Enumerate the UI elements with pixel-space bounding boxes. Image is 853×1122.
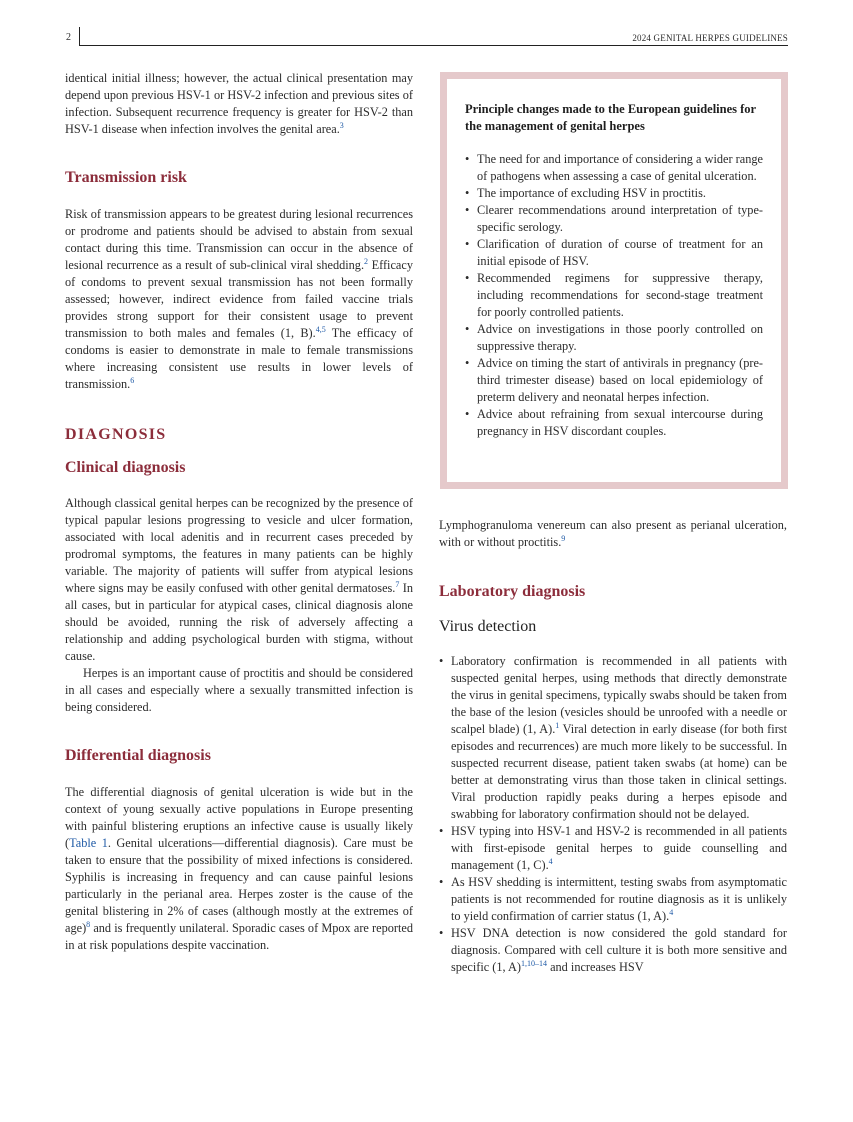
virus-detection-list	[439, 653, 787, 976]
list-item: • As HSV shedding is intermittent, testing swabs from asymptomatic patients is not recommended for routine diagnosis as it is unlikely to yield confirmation of carrier status (1, A).$^4$	[439, 874, 787, 925]
diagnosis-heading: DIAGNOSIS	[65, 426, 167, 443]
transmission-heading: Transmission risk	[65, 169, 187, 186]
virus-detection-heading: Virus detection	[439, 618, 537, 635]
principle-changes-box	[440, 72, 788, 489]
citation[interactable]: 1,10–14	[521, 958, 547, 968]
list-item: • Laboratory confirmation is recommended in all patients with suspected genital herpes, using methods that directly demonstrate the virus in genital specimens, typically swabs should be taken from the base of the lesion (vesicles should be unroofed with a needle or scalpel blade) (1, A).$^1$ Viral detection in early disease (for both first episodes and recurrences) are much more likely to be successful. In suspected recurrent disease, patient taken swabs (at home) can be better at demonstrating virus than those taken in clinical settings. Viral production rapidly peaks during a herpes episode and swabbing for laboratory confirmation should not be delayed.	[439, 653, 787, 823]
running-title: 2024 GENITAL HERPES GUIDELINES	[632, 33, 788, 43]
citation[interactable]: 4,5	[315, 324, 326, 334]
intro-paragraph: identical initial illness; however, the actual clinical presentation may depend upon previous HSV-1 or HSV-2 infection and previous sites of infection. Subsequent recurrence frequency is greater for HSV-2 than HSV-1 disease when infection involves the genital area.$^3$	[65, 71, 413, 136]
clinical-paragraph: Although classical genital herpes can be recognized by the presence of typical papular lesions progressing to vesicle and ulcer formation, associated with local adenitis and in recurrent cases preceded by prodromal symptoms, the features in many patients can be highly variable. The majority of patients will suffer from atypical lesions where signs may be easily confused with other genital dermatoses.$^7$ In all cases, but in particular for atypical cases, clinical diagnosis alone should be avoided, running the risk of adversely affecting a relationship and adding psychological burden with stigma, without cause.	[65, 496, 413, 663]
list-item: • Recommended regimens for suppressive therapy, including recommendations for second-stage treatment for poorly controlled patients.	[465, 270, 763, 321]
proctitis-paragraph: Herpes is an important cause of proctitis and should be considered in all cases and especially where a sexually transmitted infection is being considered.	[65, 666, 413, 714]
citation[interactable]: 7	[395, 579, 400, 589]
clinical-diagnosis-heading: Clinical diagnosis	[65, 459, 186, 476]
citation[interactable]: 1	[555, 720, 560, 730]
citation[interactable]: 2	[364, 256, 369, 266]
header-rule	[79, 45, 788, 46]
citation[interactable]: 9	[561, 533, 566, 543]
differential-paragraph: The differential diagnosis of genital ulceration is wide but in the context of young sexually active populations in Europe presenting with painful blistering eruptions an infective cause is usually likely (Table 1. Genital ulcerations—differential diagnosis). Care must be taken to ensure that the possibility of mixed infections is considered. Syphilis is increasing in frequency and can cause painful lesions particularly in the perianal area. Herpes zoster is the cause of the genital blistering in 2% of cases (although mostly at the extremes of age)$^8$ and is frequently unilateral. Sporadic cases of Mpox are reported in at risk populations despite vaccination.	[65, 785, 414, 952]
page-number: 2	[66, 32, 71, 43]
lgv-paragraph: Lymphogranuloma venereum can also present as perianal ulceration, with or without proctitis.$^9$	[439, 518, 787, 549]
list-item: • Advice about refraining from sexual intercourse during pregnancy in HSV discordant couples.	[465, 406, 763, 440]
box-title: Principle changes made to the European guidelines for the management of genital herpes	[465, 102, 756, 133]
header-divider	[79, 27, 80, 45]
laboratory-diagnosis-heading: Laboratory diagnosis	[439, 583, 586, 600]
list-item: • Advice on timing the start of antivirals in pregnancy (pre-third trimester disease) based on local epidemiology of preterm delivery and neonatal herpes infection.	[465, 355, 763, 406]
left-column	[65, 70, 413, 954]
list-item: • HSV typing into HSV-1 and HSV-2 is recommended in all patients with first-episode genital herpes to guide counselling and management (1, C).$^4$	[439, 823, 787, 874]
citation[interactable]: 6	[130, 375, 135, 385]
citation[interactable]: 4	[548, 856, 553, 866]
principle-changes-list	[465, 151, 763, 440]
citation[interactable]: 4	[669, 907, 674, 917]
list-item: • The need for and importance of considering a wider range of pathogens when assessing a case of genital ulceration.	[465, 151, 763, 185]
citation[interactable]: 3	[339, 120, 344, 130]
list-item: • The importance of excluding HSV in proctitis.	[465, 185, 763, 202]
list-item: • HSV DNA detection is now considered the gold standard for diagnosis. Compared with cell culture it is both more sensitive and specific (1, A)$^{1,10-14}$ and increases HSV	[439, 925, 787, 976]
list-item: • Clarification of duration of course of treatment for an initial episode of HSV.	[465, 236, 763, 270]
table-1-link[interactable]: Table 1	[69, 836, 108, 850]
right-column	[439, 517, 787, 976]
list-item: • Clearer recommendations around interpretation of type-specific serology.	[465, 202, 763, 236]
transmission-paragraph: Risk of transmission appears to be greatest during lesional recurrences or prodrome and patients should be advised to abstain from sexual contact during this time. Transmission can occur in the absence of lesional recurrence as a result of sub-clinical viral shedding.$^2$ Efficacy of condoms to prevent sexual transmission has not been formally assessed; however, indirect evidence from failed vaccine trials provides strong support for their consistent usage to prevent transmission to both males and females (1, B).$^{4,5}$ The efficacy of condoms is easier to demonstrate in male to female transmissions where increasing consistent use results in lower levels of transmission.$^6$	[65, 207, 413, 391]
citation[interactable]: 8	[86, 919, 91, 929]
list-item: • Advice on investigations in those poorly controlled on suppressive therapy.	[465, 321, 763, 355]
differential-diagnosis-heading: Differential diagnosis	[65, 747, 211, 764]
